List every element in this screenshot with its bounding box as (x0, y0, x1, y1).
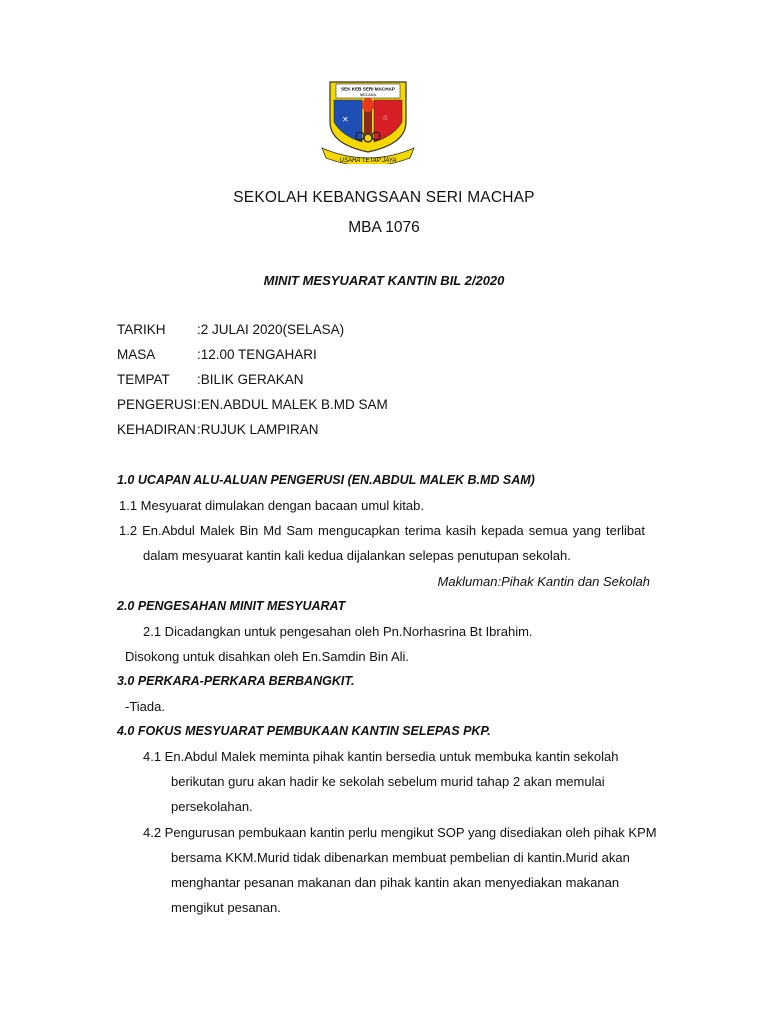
info-value: :BILIK GERAKAN (197, 372, 304, 387)
info-value: :2 JULAI 2020(SELASA) (197, 322, 345, 337)
section-2-heading: 2.0 PENGESAHAN MINIT MESYUARAT (117, 599, 346, 613)
svg-text:☆: ☆ (382, 114, 389, 122)
school-name: SEKOLAH KEBANGSAAN SERI MACHAP (233, 189, 535, 206)
info-label: TARIKH (117, 322, 166, 337)
crest-motto: USAHA TETAP JAYA (339, 158, 397, 164)
school-crest-logo (318, 78, 418, 164)
section-1-item-1: 1.1 Mesyuarat dimulakan dengan bacaan umul kitab. (119, 498, 424, 513)
section-3-heading: 3.0 PERKARA-PERKARA BERBANGKIT. (117, 674, 355, 688)
info-label: MASA (117, 347, 156, 362)
section-4-item-2-line-4: mengikut pesanan. (171, 900, 281, 915)
section-4-item-1-line-1: 4.1 En.Abdul Malek meminta pihak kantin bersedia untuk membuka kantin sekolah (143, 749, 619, 764)
section-4-item-1-line-3: persekolahan. (171, 799, 253, 814)
section-1-item-2-line-2: dalam mesyuarat kantin kali kedua dijalankan selepas penutupan sekolah. (143, 548, 571, 563)
svg-text:✕: ✕ (342, 115, 349, 124)
info-value: :12.00 TENGAHARI (197, 347, 317, 362)
section-4-item-2-line-1: 4.2 Pengurusan pembukaan kantin perlu mengikut SOP yang disediakan oleh pihak KPM (143, 825, 657, 840)
section-1-note: Makluman:Pihak Kantin dan Sekolah (437, 574, 650, 589)
section-2-item-1: 2.1 Dicadangkan untuk pengesahan oleh Pn.Norhasrina Bt Ibrahim. (143, 624, 533, 639)
info-row-attendance (117, 422, 319, 442)
info-label: KEHADIRAN (117, 422, 196, 437)
section-4-item-2-line-2: bersama KKM.Murid tidak dibenarkan membuat pembelian di kantin.Murid akan (171, 850, 630, 865)
section-2-item-2: Disokong untuk disahkan oleh En.Samdin Bin Ali. (125, 649, 410, 664)
info-row-time (117, 347, 317, 367)
info-row-date (117, 322, 344, 342)
info-row-chair (117, 397, 388, 417)
minutes-title: MINIT MESYUARAT KANTIN BIL 2/2020 (263, 273, 505, 288)
info-row-place (117, 372, 304, 392)
section-4-item-2-line-3: menghantar pesanan makanan dan pihak kantin akan menyediakan makanan (171, 875, 620, 890)
info-value: :EN.ABDUL MALEK B.MD SAM (197, 397, 388, 412)
section-1-heading: 1.0 UCAPAN ALU-ALUAN PENGERUSI (EN.ABDUL MALEK B.MD SAM) (117, 473, 535, 487)
section-1-item-2-line-1: 1.2 En.Abdul Malek Bin Md Sam mengucapkan terima kasih kepada semua yang terlibat (119, 523, 645, 538)
crest-sub-text: MELAKA (359, 92, 377, 97)
info-label: TEMPAT (117, 372, 170, 387)
info-value: :RUJUK LAMPIRAN (197, 422, 319, 437)
info-label: PENGERUSI (117, 397, 197, 412)
section-4-item-1-line-2: berikutan guru akan hadir ke sekolah sebelum murid tahap 2 akan memulai (171, 774, 605, 789)
school-code: MBA 1076 (348, 219, 420, 236)
crest-top-text: SEK KEB SERI MACHAP (341, 86, 395, 92)
section-4-heading: 4.0 FOKUS MESYUARAT PEMBUKAAN KANTIN SELEPAS PKP. (117, 724, 491, 738)
section-3-item-1: -Tiada. (125, 699, 165, 714)
